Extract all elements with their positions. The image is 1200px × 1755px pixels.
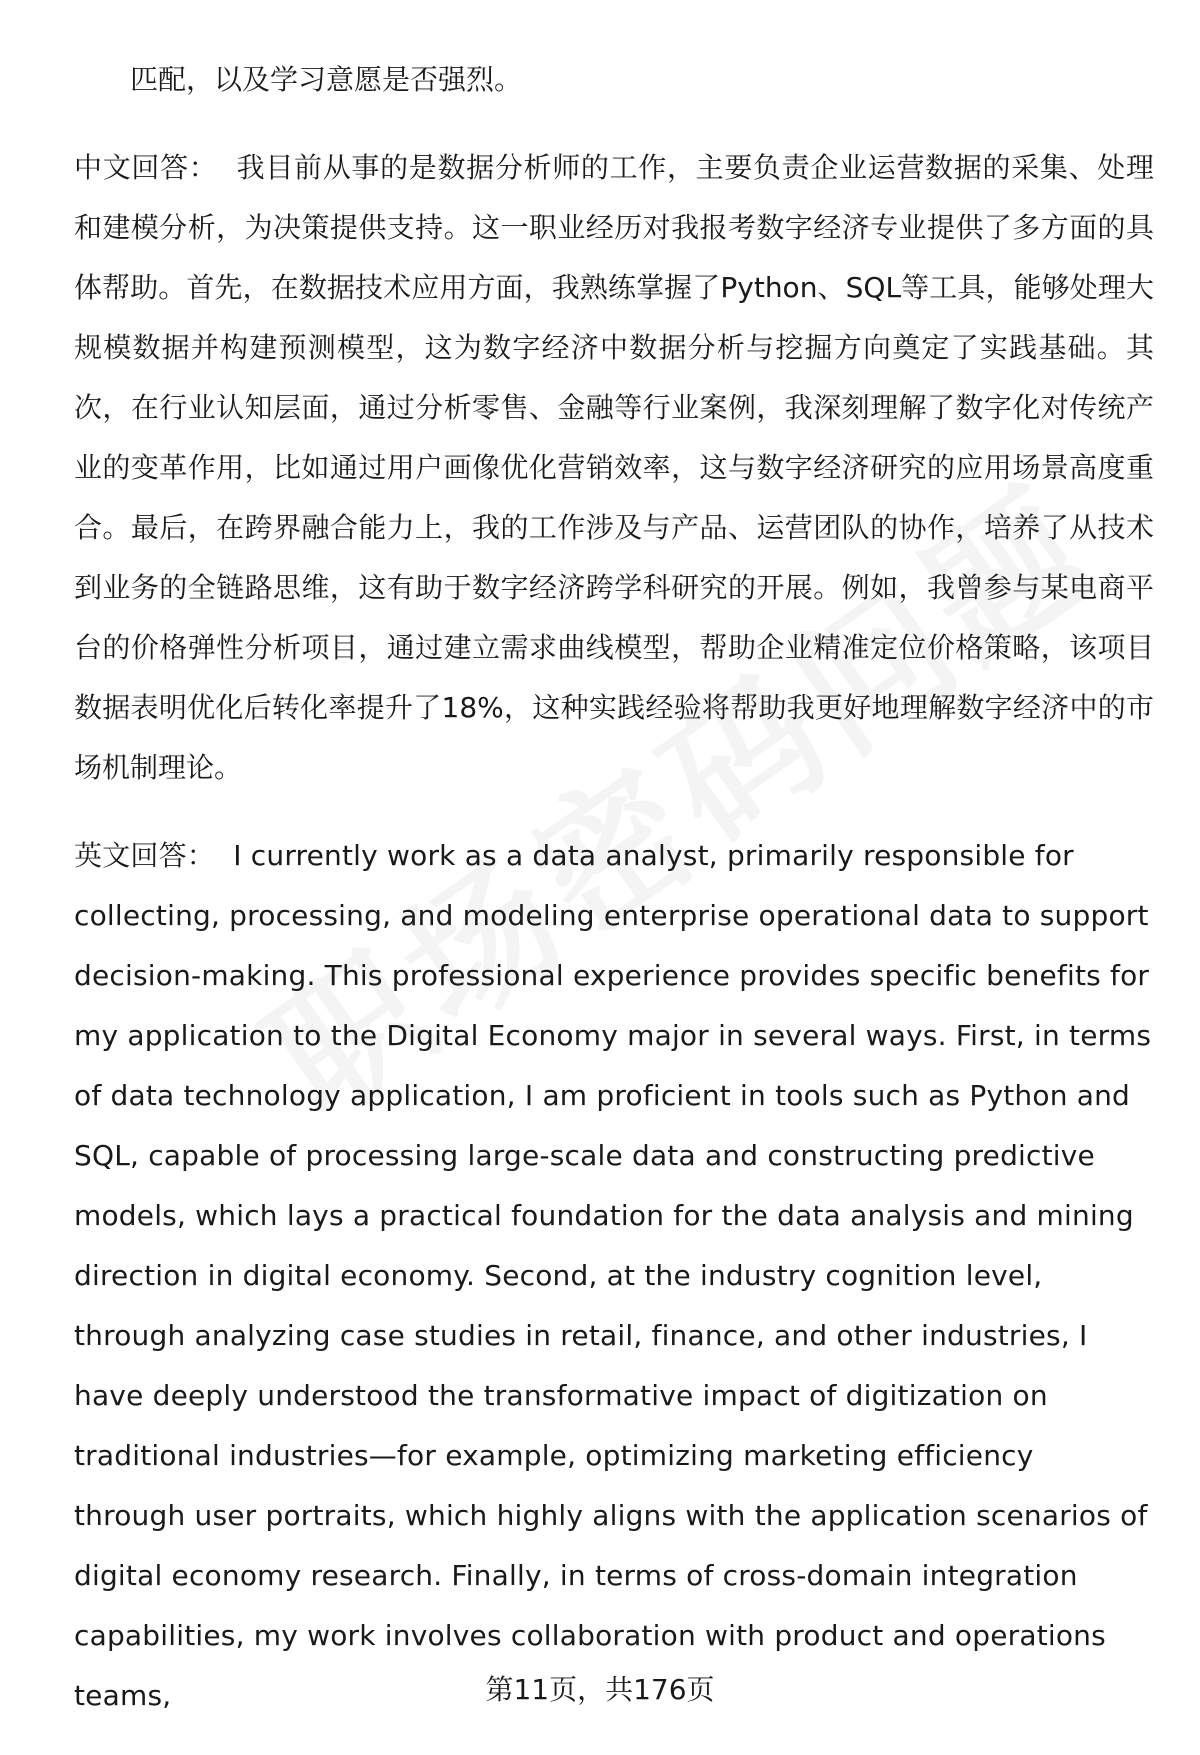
chinese-answer-text: 我目前从事的是数据分析师的工作，主要负责企业运营数据的采集、处理和建模分析，为决策提供支持。这一职业经历对我报考数字经济专业提供了多方面的具体帮助。首先，在数据技术应用方面，我熟练掌握了Python、SQL等工具，能够处理大规模数据并构建预测模型，这为数字经济中数据分析与挖掘方向奠定了实践基础。其次，在行业认知层面，通过分析零售、金融等行业案例，我深刻理解了数字化对传统产业的变革作用，比如通过用户画像优化营销效率，这与数字经济研究的应用场景高度重合。最后，在跨界融合能力上，我的工作涉及与产品、运营团队的协作，培养了从技术到业务的全链路思维，这有助于数字经济跨学科研究的开展。例如，我曾参与某电商平台的价格弹性分析项目，通过建立需求曲线模型，帮助企业精准定位价格策略，该项目数据表明优化后转化率提升了18%，这种实践经验将帮助我更好地理解数字经济中的市场机制理论。	[74, 151, 1154, 784]
paragraph-gap	[74, 110, 1154, 138]
english-answer-paragraph	[74, 826, 1154, 1726]
english-answer-label: 英文回答：	[74, 839, 216, 872]
paragraph-gap	[74, 798, 1154, 826]
chinese-answer-paragraph	[74, 138, 1154, 798]
continuation-paragraph: 匹配，以及学习意愿是否强烈。	[130, 63, 523, 96]
document-body	[74, 50, 1154, 1726]
page-footer: 第11页，共176页	[485, 1673, 715, 1706]
chinese-answer-label: 中文回答：	[74, 151, 218, 184]
english-answer-text: I currently work as a data analyst, primarily responsible for collecting, processing, and modeling enterprise operational data to support decision-making. This professional experience provides specific benefits for my application to the Digital Economy major in several ways. First, in terms of data technology application, I am proficient in tools such as Python and SQL, capable of processing large-scale data and constructing predictive models, which lays a practical foundation for the data analysis and mining direction in digital economy. Second, at the industry cognition level, through analyzing case studies in retail, finance, and other industries, I have deeply understood the transformative impact of digitization on traditional industries—for example, optimizing marketing efficiency through user portraits, which highly aligns with the application scenarios of digital economy research. Finally, in terms of cross-domain integration capabilities, my work involves collaboration with product and operations teams,	[74, 839, 1152, 1712]
